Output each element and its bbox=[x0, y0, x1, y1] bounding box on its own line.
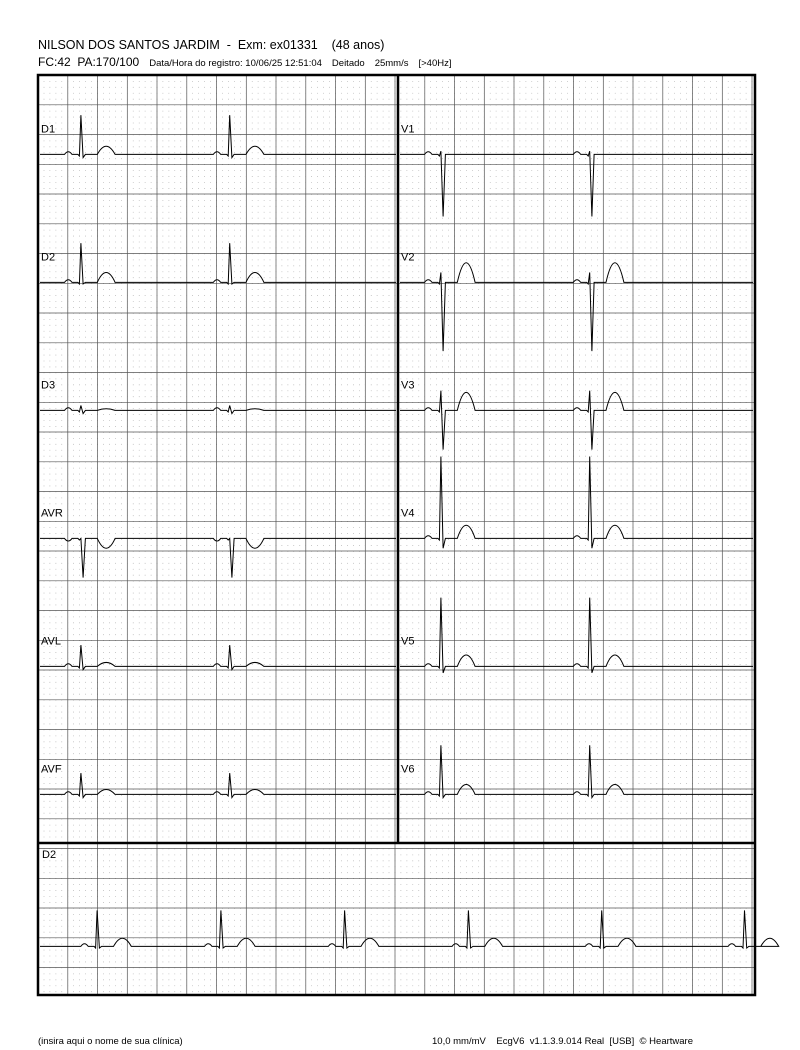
trace-avr bbox=[40, 538, 396, 577]
trace-v3 bbox=[400, 391, 753, 450]
blood-pressure: PA:170/100 bbox=[77, 55, 140, 69]
record-datetime: Data/Hora do registro: 10/06/25 12:51:04 bbox=[149, 58, 322, 69]
trace-d3 bbox=[40, 406, 396, 414]
paper-speed: 25mm/s bbox=[374, 58, 409, 69]
lead-label-avf: AVF bbox=[41, 763, 62, 776]
lead-label-rhythm-d2: D2 bbox=[42, 849, 57, 861]
header-line-1: NILSON DOS SANTOS JARDIM - Exm: ex01331 (48 anos) bbox=[38, 38, 385, 52]
lead-label-avl: AVL bbox=[41, 635, 61, 648]
software-label: EcgV6 v1.1.3.9.014 Real [USB] © Heartware bbox=[496, 1036, 693, 1047]
lead-label-avr: AVR bbox=[41, 507, 63, 520]
lead-label-d1: D1 bbox=[41, 123, 56, 136]
lead-label-d3: D3 bbox=[41, 379, 56, 392]
major-grid bbox=[38, 75, 755, 995]
lead-label-d2: D2 bbox=[41, 251, 56, 264]
filter-setting: [>40Hz] bbox=[418, 58, 452, 69]
lead-label-v1: V1 bbox=[401, 123, 415, 136]
trace-v2 bbox=[400, 263, 753, 351]
patient-name: NILSON DOS SANTOS JARDIM bbox=[38, 38, 220, 52]
patient-age: (48 anos) bbox=[331, 38, 385, 52]
heart-rate: FC:42 bbox=[38, 55, 71, 69]
exam-id: Exm: ex01331 bbox=[237, 38, 318, 52]
trace-avf bbox=[40, 773, 396, 798]
gain-label: 10,0 mm/mV bbox=[432, 1036, 486, 1047]
trace-v5 bbox=[400, 598, 753, 673]
patient-position: Deitado bbox=[331, 58, 365, 69]
trace-d1 bbox=[40, 115, 396, 158]
chart-border bbox=[38, 75, 755, 995]
trace-v4 bbox=[400, 457, 753, 549]
trace-rhythm-d2 bbox=[40, 910, 779, 948]
trace-v1 bbox=[400, 151, 753, 216]
trace-d2 bbox=[40, 243, 396, 284]
clinic-name-placeholder: (insira aqui o nome de sua clínica) bbox=[38, 1036, 183, 1047]
lead-label-v4: V4 bbox=[401, 507, 415, 520]
footer-info bbox=[432, 1036, 693, 1047]
lead-label-v6: V6 bbox=[401, 763, 415, 776]
trace-v6 bbox=[400, 745, 753, 797]
lead-label-v2: V2 bbox=[401, 251, 415, 264]
trace-avl bbox=[40, 645, 396, 670]
lead-label-v5: V5 bbox=[401, 635, 415, 648]
lead-label-v3: V3 bbox=[401, 379, 415, 392]
